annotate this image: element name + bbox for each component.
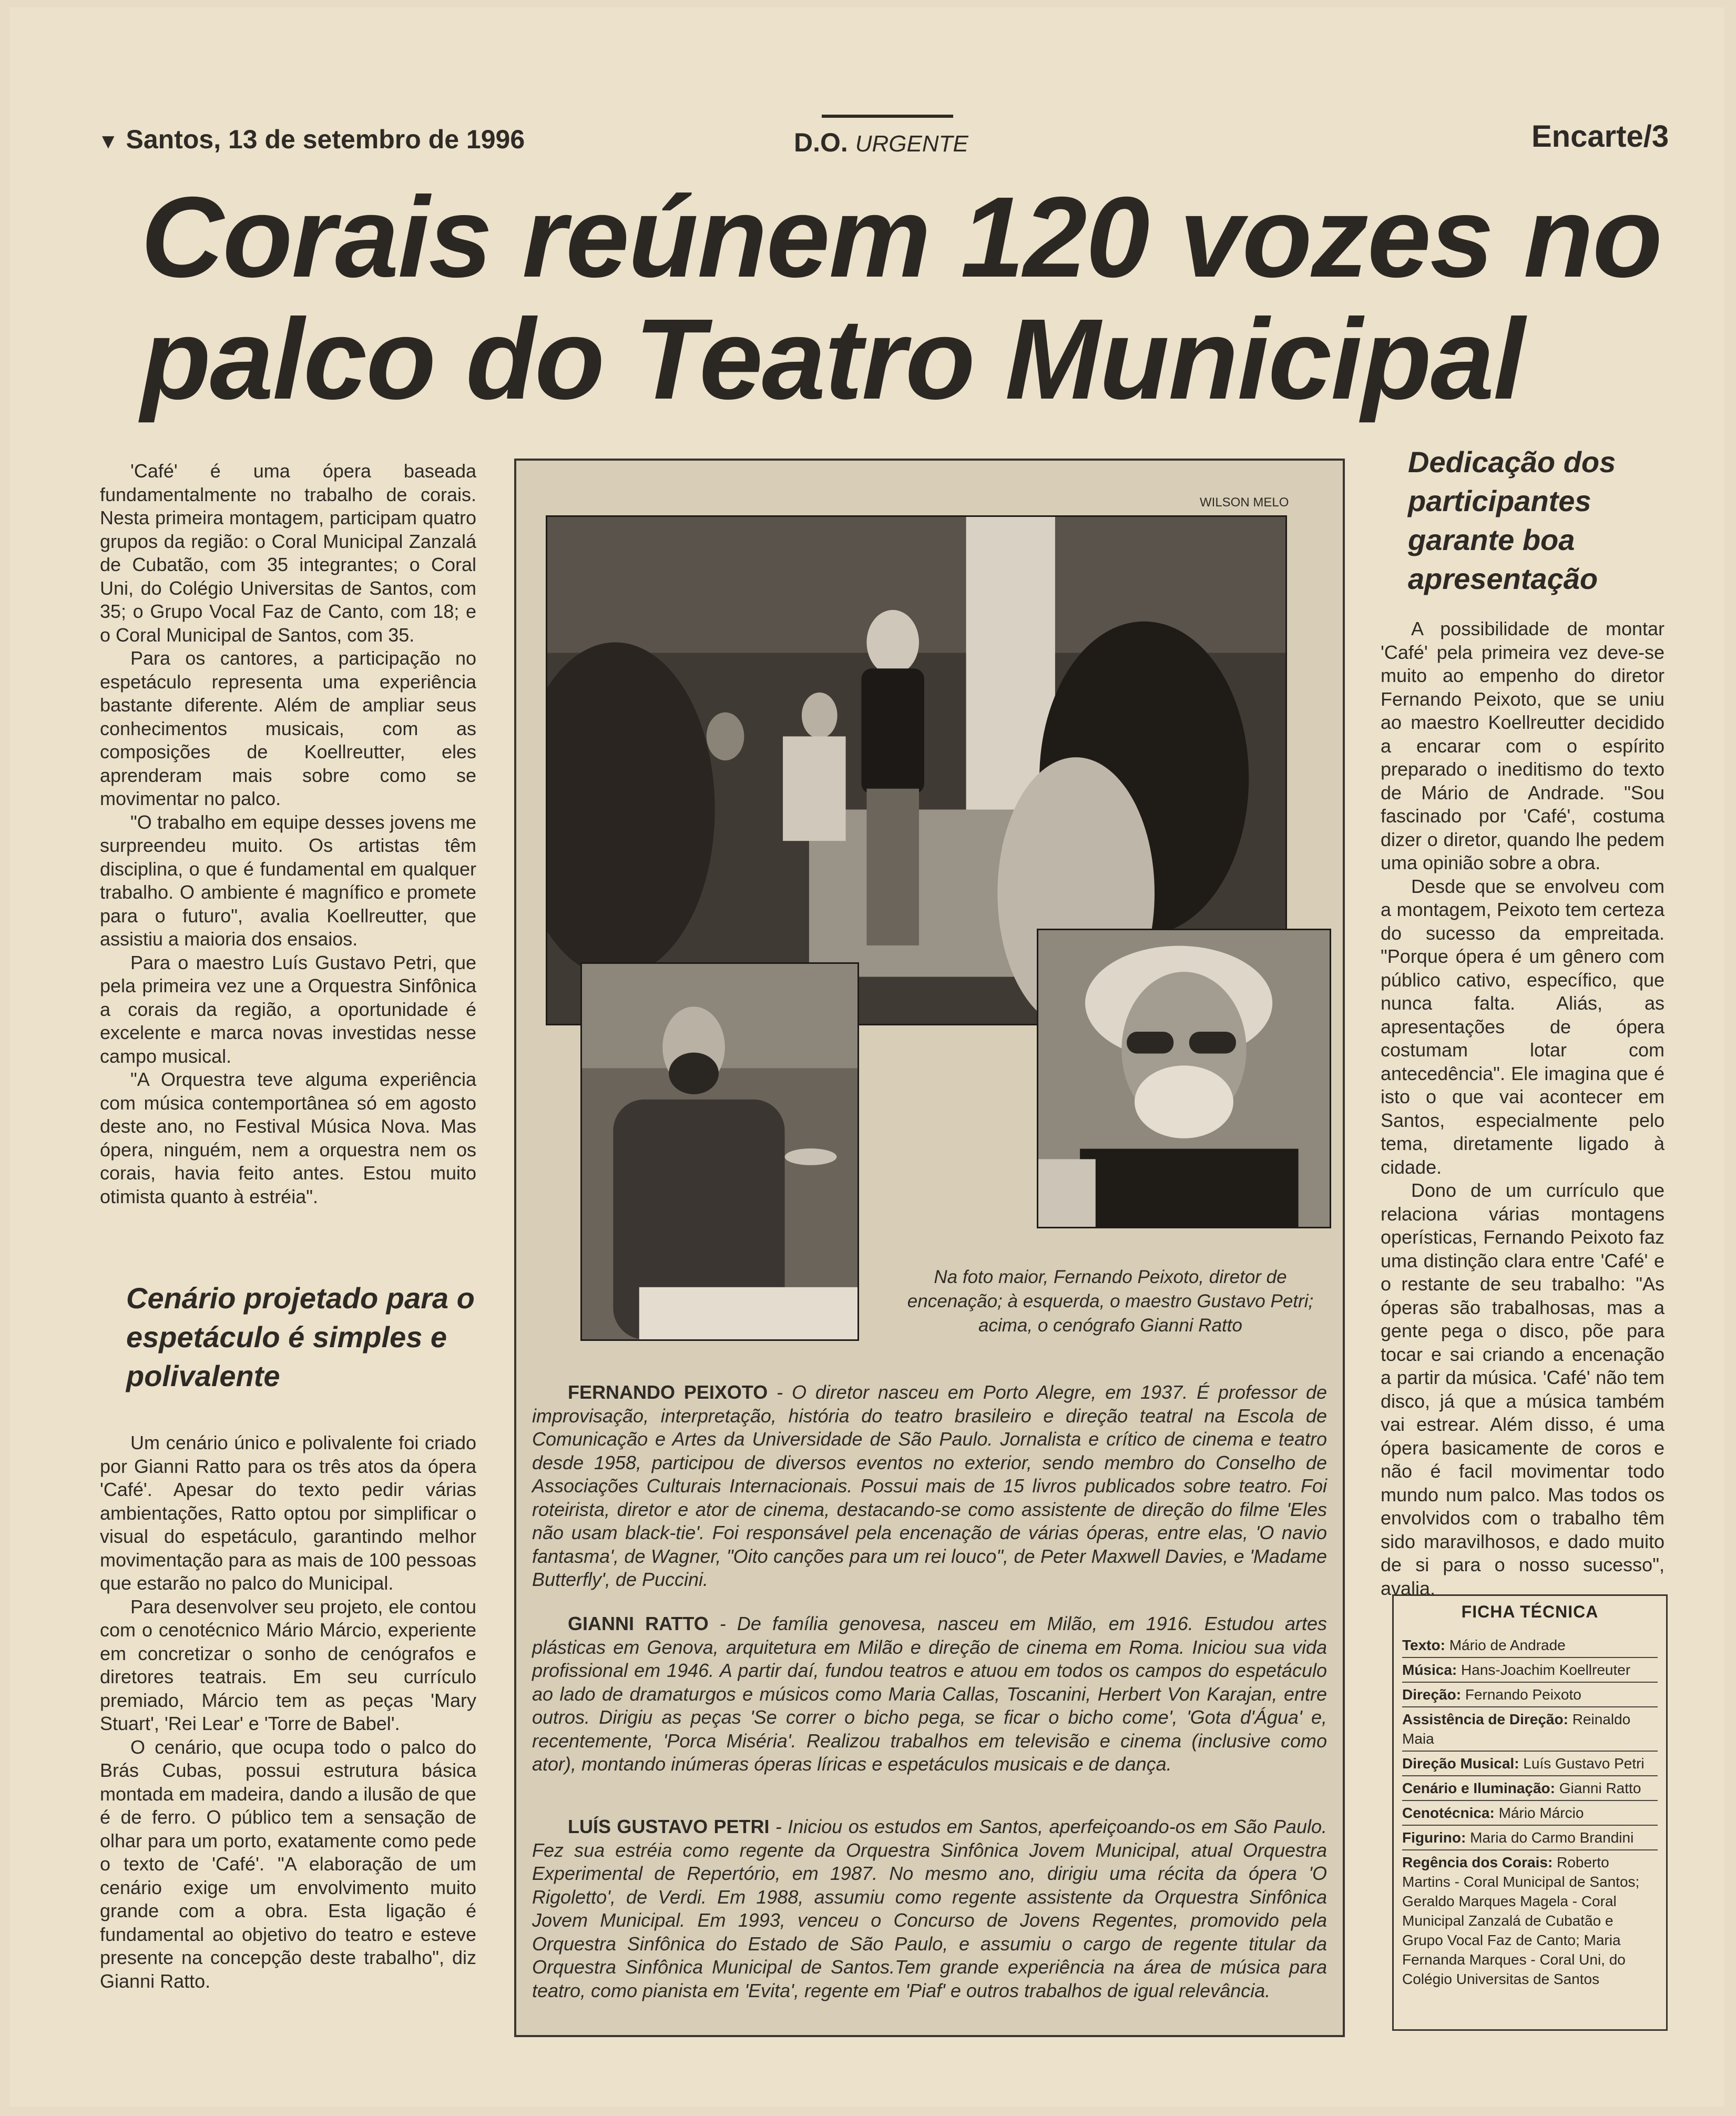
ficha-label: Música: — [1402, 1662, 1457, 1678]
ratto-photo — [1037, 929, 1331, 1228]
brand-urgente: URGENTE — [855, 131, 968, 157]
ficha-value: Reinaldo Maia — [1402, 1711, 1631, 1747]
left-paragraph-2: O cenário, que ocupa todo o palco do Brás Cubas, possui estrutura básica montada em madeira, dando a ilusão de que é de ferro. O público tem a sensação de olhar para um porto, exatamente como pede o texto de 'Café'. "A elaboração de um cenário exige um envolvimento muito grande com a obra. Esta ligação é fundamental ao objetivo do teatro e esteve presente na concepção deste trabalho", diz Gianni Ratto. — [100, 1736, 476, 1992]
left-paragraph: "O trabalho em equipe desses jovens me surpreendeu muito. Os artistas têm disciplina, o que é fundamental em qualquer trabalho. O ambiente é magnífico e promete para o futuro", avalia Koellreutter, que assistiu a maioria dos ensaios. — [100, 811, 476, 950]
ficha-label: Cenário e Iluminação: — [1402, 1780, 1555, 1796]
ficha-value: Mário de Andrade — [1445, 1637, 1566, 1653]
photo-credit: WILSON MELO — [1200, 495, 1289, 510]
bio-ratto — [532, 1612, 1327, 1776]
ficha-label: Regência dos Corais: — [1402, 1854, 1553, 1870]
petri-photo-image — [582, 964, 857, 1339]
ficha-row — [1402, 1826, 1658, 1850]
bio-text: - O diretor nasceu em Porto Alegre, em 1937. É professor de improvisação, interpretação, história do teatro brasileiro e direção teatral na Escola de Comunicação e Artes da Universidade de São Paulo. Jornalista e crítico de cinema e teatro desde 1958, participou de diversos eventos no exterior, sendo membro do Conselho de Associações Culturais Internacionais. Possui mais de 15 livros publicados sobre teatro. Foi roteirista, diretor e ator de cinema, destacando-se como assistente de direção do filme 'Eles não usam black-tie'. Foi responsável pela encenação de várias óperas, entre elas, 'O navio fantasma', de Wagner, "Oito canções para um rei louco", de Peter Maxwell Davies, e 'Madame Butterfly', de Puccini. — [532, 1381, 1327, 1590]
ficha-label: Figurino: — [1402, 1829, 1466, 1846]
center-feature-box — [514, 459, 1345, 2037]
bio-peixoto — [532, 1381, 1327, 1592]
ficha-row — [1402, 1752, 1658, 1776]
ratto-photo-image — [1038, 930, 1330, 1227]
ficha-label: Direção: — [1402, 1686, 1462, 1703]
bio-name: GIANNI RATTO — [568, 1613, 709, 1634]
ficha-value: Roberto Martins - Coral Municipal de Santos; Geraldo Marques Magela - Coral Municipal Zanzalá de Cubatão e Grupo Vocal Faz de Canto; Maria Fernanda Marques - Coral Uni, do Colégio Universitas de Santos — [1402, 1854, 1640, 1987]
ficha-label: Direção Musical: — [1402, 1755, 1519, 1772]
brand-logo — [794, 127, 968, 158]
photo-caption: Na foto maior, Fernando Peixoto, diretor de encenação; à esquerda, o maestro Gustavo Petri; acima, o cenógrafo Gianni Ratto — [907, 1267, 1314, 1336]
bio-text: - Iniciou os estudos em Santos, aperfeiçoando-os em São Paulo. Fez sua estréia como regente da Orquestra Sinfônica Jovem Municipal, atual Orquestra Experimental de Repertório, em 1987. No mesmo ano, dirigiu uma récita da ópera 'O Rigoletto', de Verdi. Em 1988, assumiu como regente assistente da Orquestra Sinfônica Jovem Municipal. Em 1993, venceu o Concurso de Jovens Regentes, promovido pela Orquestra Sinfônica do Estado de São Paulo, e assumiu o cargo de regente titular da Orquestra Sinfônica Municipal de Santos.Tem grande experiência na área de música para teatro, como pianista em 'Evita', regente em 'Piaf' e outros trabalhos de igual relevância. — [532, 1816, 1327, 2001]
ficha-value: Maria do Carmo Brandini — [1466, 1829, 1634, 1846]
left-paragraph-2: Para desenvolver seu projeto, ele contou com o cenotécnico Mário Márcio, experiente em concretizar o sonho de cenógrafos e diretores teatrais. Em seu currículo premiado, Márcio tem as peças 'Mary Stuart', 'Rei Lear' e 'Torre de Babel'. — [100, 1595, 476, 1734]
brand-rule — [822, 115, 953, 118]
dateline-text: Santos, 13 de setembro de 1996 — [126, 125, 525, 154]
ficha-tecnica-box — [1392, 1594, 1668, 2031]
ficha-label: Assistência de Direção: — [1402, 1711, 1568, 1727]
ficha-value: Hans-Joachim Koellreuter — [1457, 1662, 1631, 1678]
bio-petri — [532, 1815, 1327, 2002]
ficha-value: Luís Gustavo Petri — [1519, 1755, 1645, 1772]
headline-line-1: Corais reúnem 120 vozes no — [141, 174, 1662, 301]
right-paragraph: A possibilidade de montar 'Café' pela primeira vez deve-se muito ao empenho do diretor Fernando Peixoto, que se uniu ao maestro Koellreutter decidido a encarar com o espírito preparado o ineditismo do texto de Mário de Andrade. "Sou fascinado por 'Café', costuma dizer o diretor, quando lhe pedem uma opinião sobre a obra. — [1381, 618, 1664, 873]
ficha-title: FICHA TÉCNICA — [1461, 1602, 1599, 1621]
bio-text: - De família genovesa, nasceu em Milão, em 1916. Estudou artes plásticas em Genova, arquitetura em Milão e direção de cinema em Roma. Iniciou sua vida profissional em 1946. A partir daí, fundou teatros e atuou em todos os campos do espetáculo ao lado de dramaturgos e músicos como Maria Callas, Toscanini, Herbert Von Karajan, entre outros. Dirigiu as peças 'Se correr o bicho pega, se ficar o bicho come', 'Gota d'Água' e, recentemente, 'Porca Miséria'. Realizou trabalhos em televisão e cinema (inclusive como ator), montando inúmeras óperas líricas e espetáculos musicais e de dança. — [532, 1613, 1327, 1775]
ficha-row — [1402, 1801, 1658, 1826]
ficha-row — [1402, 1776, 1658, 1801]
right-column — [1381, 617, 1664, 1600]
ficha-value: Mário Márcio — [1494, 1805, 1584, 1821]
left-paragraph-2: Um cenário único e polivalente foi criado por Gianni Ratto para os três atos da ópera 'Café'. Apesar do texto pedir várias ambientações, Ratto optou por simplificar o visual do espetáculo, garantindo melhor movimentação para as mais de 100 pessoas que estarão no palco do Municipal. — [100, 1432, 476, 1594]
ficha-value: Gianni Ratto — [1555, 1780, 1641, 1796]
left-paragraph: Para os cantores, a participação no espetáculo representa uma experiência bastante diferente. Além de ampliar seus conhecimentos musicais, com as composições de Koellreutter, eles aprenderam mais sobre como se movimentar no palco. — [100, 647, 476, 809]
ficha-label: Texto: — [1402, 1637, 1445, 1653]
headline-line-2: palco do Teatro Municipal — [141, 296, 1524, 423]
left-paragraph: "A Orquestra teve alguma experiência com música contemportânea só em agosto deste ano, no Festival Música Nova. Mas ópera, ninguém, nem a orquestra nem os corais, havia feito antes. Estou muito otimista quanto à estréia". — [100, 1069, 476, 1207]
petri-photo — [580, 962, 859, 1341]
section-label: Encarte/3 — [1531, 119, 1669, 154]
headline — [141, 174, 1681, 423]
ficha-row — [1402, 1850, 1658, 1991]
left-paragraph: 'Café' é uma ópera baseada fundamentalmente no trabalho de corais. Nesta primeira montagem, participam quatro grupos da região: o Coral Municipal Zanzalá de Cubatão, com 35 integrantes; o Coral Uni, do Colégio Universitas de Santos, com 35; o Grupo Vocal Faz de Canto, com 18; e o Coral Municipal de Santos, com 35. — [100, 460, 476, 646]
bio-name: LUÍS GUSTAVO PETRI — [568, 1816, 770, 1837]
left-column-2 — [100, 1431, 476, 1993]
ficha-row — [1402, 1707, 1658, 1752]
right-paragraph: Desde que se envolveu com a montagem, Peixoto tem certeza do sucesso da empreitada. "Porque ópera é um gênero com público cativo, específico, que nunca falta. Aliás, as apresentações de ópera costumam lotar com antecedência". Ele imagina que é isto o que vai acontecer em Santos, especialmente pelo tema, diretamente ligado à cidade. — [1381, 875, 1664, 1178]
right-subhead: Dedicação dos participantes garante boa apresentação — [1408, 445, 1616, 595]
left-paragraph: Para o maestro Luís Gustavo Petri, que pela primeira vez une a Orquestra Sinfônica a corais da região, a oportunidade é excelente e marca novas investidas nesse campo musical. — [100, 951, 476, 1067]
ficha-row — [1402, 1633, 1658, 1658]
left-subhead: Cenário projetado para o espetáculo é simples e polivalente — [126, 1281, 475, 1392]
newspaper-page — [9, 7, 1724, 2107]
bio-name: FERNANDO PEIXOTO — [568, 1381, 768, 1403]
dateline-mark-icon: ▼ — [98, 130, 119, 153]
right-paragraph: Dono de um currículo que relaciona várias montagens operísticas, Fernando Peixoto faz uma distinção clara entre 'Café' e o restante de seu trabalho: "As óperas são trabalhosas, mas a gente pega o disco, põe para tocar e sai criando a encenação a partir da música. 'Café' não tem disco, já que a música também vai estrear. Além disso, é uma ópera basicamente de coros e não é facil movimentar todo mundo num palco. Mas todos os envolvidos com o trabalho têm sido maravilhosos, e dado muito de si para o nosso sucesso", avalia. — [1381, 1179, 1664, 1599]
ficha-value: Fernando Peixoto — [1461, 1686, 1581, 1703]
ficha-row — [1402, 1658, 1658, 1683]
brand-do: D.O. — [794, 128, 848, 157]
ficha-label: Cenotécnica: — [1402, 1805, 1495, 1821]
dateline — [98, 124, 525, 155]
ficha-row — [1402, 1683, 1658, 1707]
left-column — [100, 460, 476, 1208]
